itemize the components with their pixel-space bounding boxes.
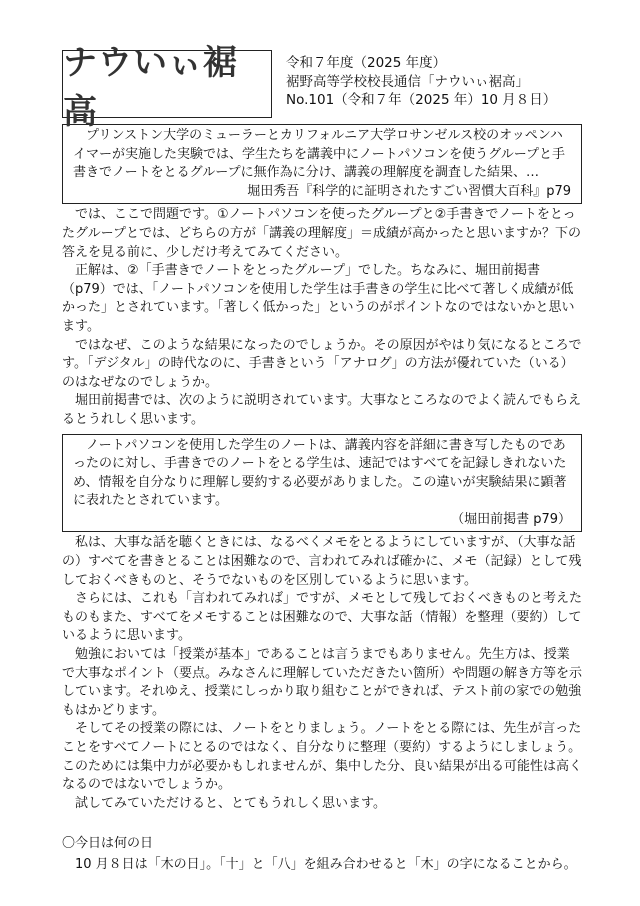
body-section-1 bbox=[62, 206, 582, 429]
newsletter-page bbox=[62, 43, 583, 875]
quote-citation: （堀田前掲書 p79） bbox=[451, 511, 571, 527]
quote-box-experiment bbox=[62, 124, 582, 204]
issue-number-date: No.101（令和７年（2025 年）10 月８日） bbox=[286, 92, 557, 108]
quote-text: ノートパソコンを使用した学生のノートは、講義内容を詳細に書き写したものであったのに対し、手書きでのノートをとる学生は、速記ではすべてを記録しきれないため、情報を自分なりに理解し要約する必要がありました。この違いが実験結果に顕著に表れたとされています。 bbox=[73, 437, 567, 509]
body-section-2 bbox=[62, 534, 582, 813]
quote-citation: 堀田秀吾『科学的に証明されたすごい習慣大百科』p79 bbox=[247, 183, 571, 199]
publication-name: 裾野高等学校校長通信「ナウいぃ裾高」 bbox=[286, 73, 529, 90]
paragraph: 試してみていただけると、とてもうれしく思います。 bbox=[75, 795, 386, 811]
paragraph: 私は、大事な話を聴くときには、なるべくメモをとるようにしていますが、（大事な話の）すべてを書きとることは困難なので、言われてみれば確かに、メモ（記録）として残しておくべきものと、そうでないものを区別しているように思います。 bbox=[62, 535, 582, 588]
logo-text: ナウいぃ裾高 bbox=[63, 43, 238, 132]
newsletter-header bbox=[62, 43, 582, 132]
paragraph: そしてその授業の際には、ノートをとりましょう。ノートをとる際には、先生が言ったことをすべてノートにとるのではなく、自分なりに整理（要約）するようにしましょう。このためには集中力が必要かもしれませんが、集中した分、良い結果が出る可能性は高くなるのではないでしょうか。 bbox=[62, 721, 583, 793]
fiscal-year: 令和７年度（2025 年度） bbox=[286, 55, 447, 71]
header-info bbox=[286, 50, 556, 120]
paragraph: さらには、これも「言われてみれば」ですが、メモとして残しておくべきものと考えたものもまた、すべてをメモすることは困難なので、大事な話（情報）を整理（要約）しているように思います。 bbox=[62, 591, 583, 644]
paragraph: ではなぜ、このような結果になったのでしょうか。その原因がやはり気になるところです。「デジタル」の時代なのに、手書きという「アナログ」の方法が優れていた（いる）のはなぜなのでしょうか。 bbox=[62, 337, 582, 390]
today-text: 10 月８日は「木の日」。「十」と「八」を組み合わせると「木」の字になることから。 bbox=[75, 856, 577, 872]
newsletter-logo bbox=[62, 43, 272, 132]
paragraph: 勉強においては「授業が基本」であることは言うまでもありません。先生方は、授業で大事なポイント（要点。みなさんに理解していただきたい箇所）や問題の解き方等を示しています。それゆえ、授業にしっかり取り組むことができれば、テスト前の家での勉強もはかどります。 bbox=[62, 647, 583, 718]
paragraph: 堀田前掲書では、次のように説明されています。大事なところなのでよく読んでもらえるとうれしく思います。 bbox=[62, 393, 581, 427]
quote-box-explanation bbox=[62, 434, 582, 533]
quote-text: プリンストン大学のミューラーとカリフォルニア大学ロサンゼルス校のオッペンハイマーが実施した実験では、学生たちを講義中にノートパソコンを使うグループと手書きでノートをとるグループに無作為に分け、講義の理解度を調査した結果、… bbox=[73, 128, 566, 181]
paragraph: では、ここで問題です。①ノートパソコンを使ったグループと②手書きでノートをとったグループとでは、どちらの方が「講義の理解度」＝成績が高かったと思いますか？下の答えを見る前に、少しだけ考えてみてください。 bbox=[62, 207, 581, 260]
paragraph: 正解は、②「手書きでノートをとったグループ」でした。ちなみに、堀田前掲書（p79）では、「ノートパソコンを使用した学生は手書きの学生に比べて著しく成績が低かった」とされています。「著しく低かった」というのがポイントなのではないかと思います。 bbox=[62, 263, 575, 334]
today-section bbox=[62, 856, 582, 875]
today-section-title: 〇今日は何の日 bbox=[62, 836, 154, 852]
